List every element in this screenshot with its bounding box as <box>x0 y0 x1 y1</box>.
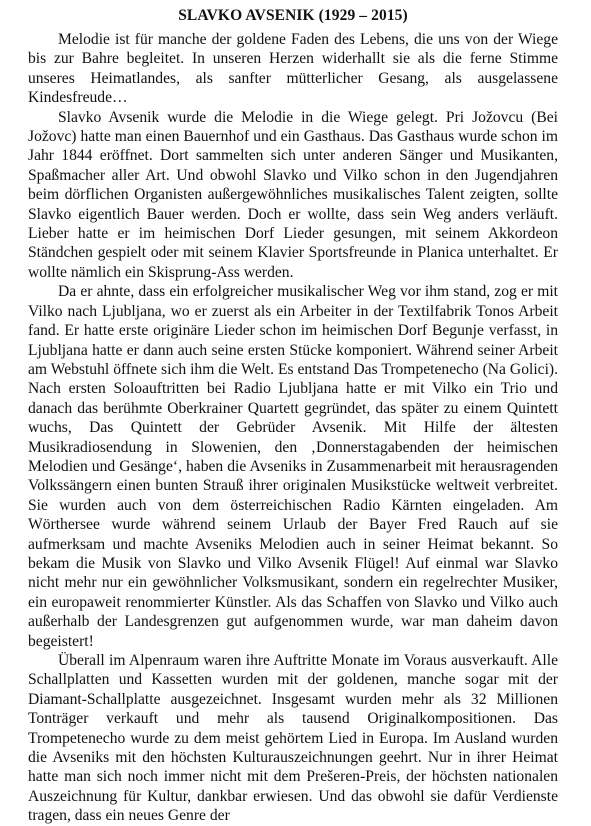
paragraph-success: Überall im Alpenraum waren ihre Auftritte Monate im Voraus ausverkauft. Alle Schallplatten und Kassetten wurden mit der goldenen, manche sogar mit der Diamant-Schallplatte ausgezeichnet. Insgesamt wurden mehr als 32 Millionen Tonträger verkauft und mehr als tausend Originalkompositionen. Das Trompetenecho wurde zu dem meist gehörtem Lied in Europa. Im Ausland wurden die Avseniks mit den höchsten Kulturauszeichnungen geehrt. Nur in ihrer Heimat hatte man sich noch immer nicht mit dem Prešeren-Preis, der höchsten nationalen Auszeichnung für Kultur, dankbar erwiesen. Und das obwohl sie dafür Verdienste tragen, dass ein neues Genre der <box>28 652 558 825</box>
page-title: SLAVKO AVSENIK (1929 – 2015) <box>178 7 408 24</box>
paragraph-childhood: Slavko Avsenik wurde die Melodie in die Wiege gelegt. Pri Jožovcu (Bei Jožovc) hatte man einen Bauernhof und ein Gasthaus. Das Gasthaus wurde schon im Jahr 1844 eröffnet. Dort sammelten sich unter anderen Sänger und Musikanten, Spaßmacher aller Art. Und obwohl Slavko und Vilko schon in den Jugendjahren beim dörflichen Organisten außergewöhnliches musikalisches Talent zeigten, sollte Slavko eigentlich Bauer werden. Doch er wollte, dass sein Weg anders verläuft. Lieber hatte er im heimischen Dorf Lieder gesungen, mit seinem Akkordeon Ständchen gespielt oder mit seinem Klavier Sportsfreunde in Planica unterhaltet. Er wollte nämlich ein Skisprung-Ass werden. <box>28 108 558 281</box>
paragraph-intro: Melodie ist für manche der goldene Faden des Lebens, die uns von der Wiege bis zur Bahre begleitet. In unseren Herzen widerhallt sie als die ferne Stimme unseres Heimatlandes, als sanfter mütterlicher Gesang, als ausgelassene Kindesfreude… <box>28 31 558 107</box>
paragraph-career: Da er ahnte, dass ein erfolgreicher musikalischer Weg vor ihm stand, zog er mit Vilko nach Ljubljana, wo er zuerst als ein Arbeiter in der Textilfabrik Tonos Arbeit fand. Er hatte erste originäre Lieder schon im heimischen Dorf Begunje verfasst, in Ljubljana hatte er dann auch seine ersten Stücke komponiert. Während seiner Arbeit am Webstuhl öffnete sich ihm die Welt. Es entstand Das Trompetenecho (Na Golici). Nach ersten Soloauftritten bei Radio Ljubljana hatte er mit Vilko ein Trio und danach das berühmte Oberkrainer Quartett gegründet, das später zu einem Quintett wuchs, Das Quintett der Gebrüder Avsenik. Mit Hilfe der ältesten Musikradiosendung in Slowenien, den ‚Donnerstagabenden der heimischen Melodien und Gesänge‘, haben die Avseniks in Zusammenarbeit mit herausragenden Volkssängern einen bunten Strauß ihrer originalen Musikstücke weltweit verbreitet. Sie wurden auch von dem österreichischen Radio Kärnten eingeladen. Am Wörthersee wurde während seinem Urlaub der Bayer Fred Rauch auf sie aufmerksam und machte Avseniks Melodien auch in seiner Heimat bekannt. So bekam die Musik von Slavko und Vilko Avsenik Flügel! Auf einmal war Slavko nicht mehr nur ein gewöhnlicher Volksmusikant, sondern ein regelrechter Musiker, ein europaweit renommierter Künstler. Als das Schaffen von Slavko und Vilko auch außerhalb der Landesgrenzen gut aufgenommen wurde, war man daheim davon begeistert! <box>28 283 558 650</box>
